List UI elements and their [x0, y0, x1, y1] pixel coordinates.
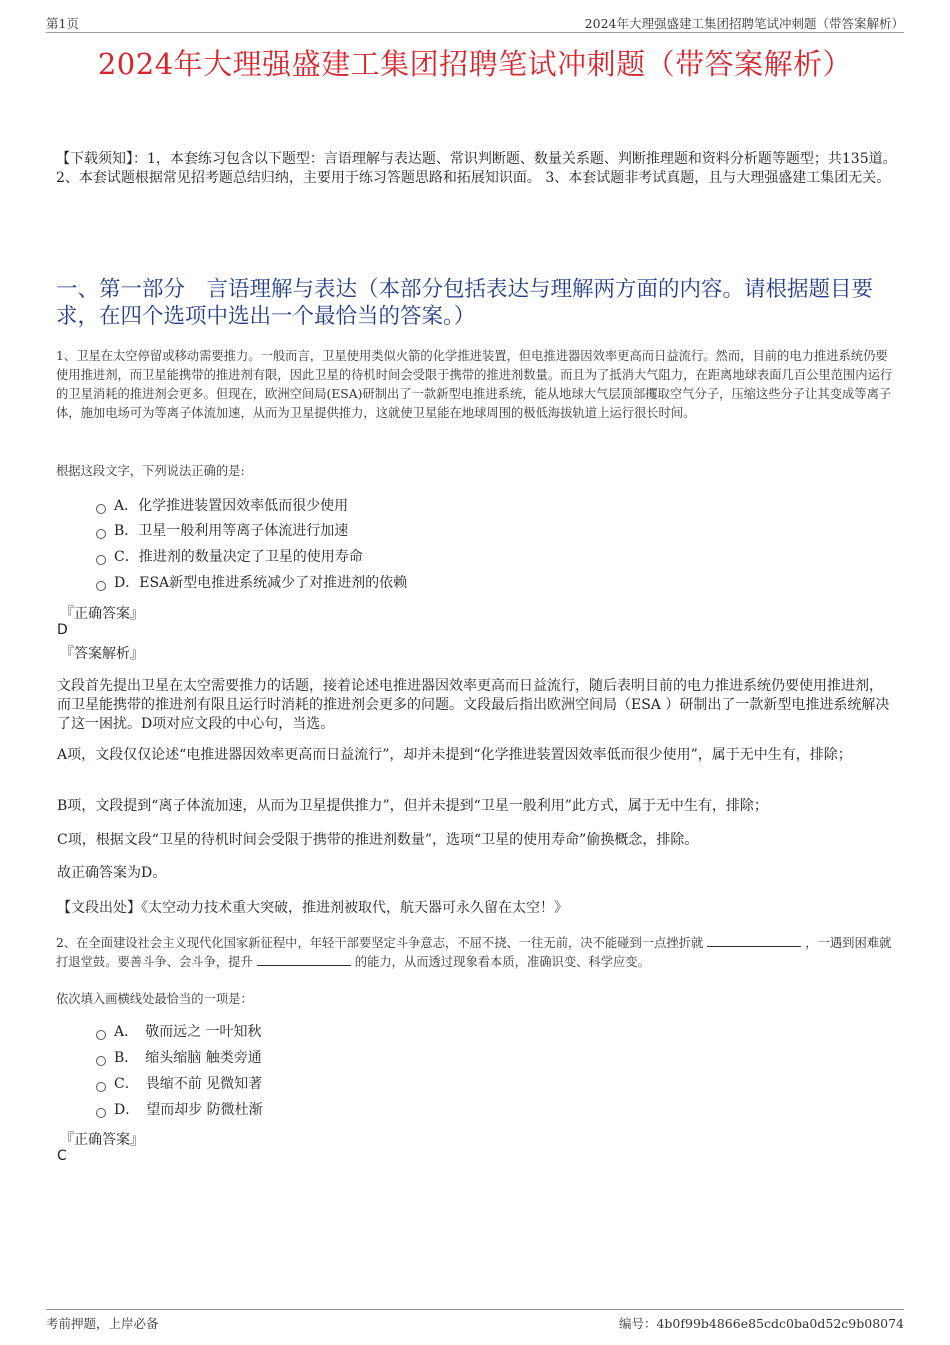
footer-serial-number: 编号：4b0f99b4866e85cdc0ba0d52c9b08074	[618, 1316, 904, 1331]
question-1-stem: 1、卫星在太空停留或移动需要推力。一般而言，卫星使用类似火箭的化学推进装置，但电推进器因效率更高而日益流行。然而，目前的电力推进系统仍要使用推进剂，而卫星能携带的推进剂有限，因此卫星的待机时间会受限于携带的推进剂数量。而且为了抵消大气阻力，在距离地球表面几百公里范围内运行的卫星消耗的推进剂会更多。但现在，欧洲空间局(ESA)研制出了一款新型电推进系统，能从地球大气层顶部攫取空气分子，压缩这些分子让其变成等离子体，施加电场可为等离子体流加速，从而为卫星提供推力，这就使卫星能在地球周围的极低海拔轨道上运行很长时间。	[56, 349, 893, 420]
fill-blank-1[interactable]	[707, 935, 801, 947]
footer-slogan: 考前押题，上岸必备	[46, 1316, 159, 1331]
download-notice: 【下载须知】：1，本套练习包含以下题型：言语理解与表达题、常识判断题、数量关系题、判断推理题和资料分析题等题型；共135道。 2、本套试题根据常见招考题总结归纳，主要用于练习答题思路和拓展知识面。 3、本套试题非考试真题，且与大理强盛建工集团无关。	[56, 151, 897, 186]
question-2-answer: C	[57, 1148, 67, 1164]
document-title: 2024年大理强盛建工集团招聘笔试冲刺题（带答案解析）	[97, 47, 853, 81]
question-2-option-d[interactable]	[96, 1101, 263, 1119]
analysis-paragraph: C项，根据文段“卫星的待机时间会受限于携带的推进剂数量”，选项“卫星的使用寿命”偷换概念，排除。	[57, 832, 699, 848]
radio-icon[interactable]	[96, 504, 106, 514]
radio-icon[interactable]	[96, 1108, 106, 1118]
analysis-paragraph: 文段首先提出卫星在太空需要推力的话题，接着论述电推进器因效率更高而日益流行，随后表明目前的电力推进系统仍要使用推进剂，而卫星能携带的推进剂有限且运行时消耗的推进剂会更多的问题。文段最后指出欧洲空间局（ESA ）研制出了一款新型电推进系统解决了这一困扰。D项对应文段的中心句，当选。	[57, 678, 890, 732]
analysis-paragraph: B项，文段提到“离子体流加速，从而为卫星提供推力”，但并未提到“卫星一般利用”此方式，属于无中生有，排除；	[57, 798, 768, 814]
header-page-number: 第1页	[46, 16, 79, 31]
stem-text: 的能力，从而透过现象看本质，准确识变、科学应变。	[354, 955, 650, 969]
question-2-prompt: 依次填入画横线处最恰当的一项是：	[56, 992, 253, 1006]
analysis-conclusion: 故正确答案为D。	[57, 865, 167, 881]
option-label: C． 畏缩不前 见微知著	[114, 1076, 263, 1092]
radio-icon[interactable]	[96, 529, 106, 539]
option-label: C．推进剂的数量决定了卫星的使用寿命	[114, 549, 363, 565]
analysis-source: 【文段出处】《太空动力技术重大突破，推进剂被取代，航天器可永久留在太空！》	[57, 900, 568, 916]
option-label: B． 缩头缩脑 触类旁通	[114, 1050, 262, 1066]
section-heading: 一、第一部分 言语理解与表达（本部分包括表达与理解两方面的内容。请根据题目要求，在四个选项中选出一个最恰当的答案。）	[56, 277, 874, 329]
analysis-paragraph: A项，文段仅仅论述“电推进器因效率更高而日益流行”，却并未提到“化学推进装置因效率低而很少使用”，属于无中生有，排除；	[57, 747, 852, 763]
option-label: D． 望而却步 防微杜渐	[114, 1102, 263, 1118]
stem-text: ，一遇到困难就打退堂鼓。要善斗争、会斗争，提升	[56, 936, 892, 969]
question-1-option-d[interactable]	[96, 574, 407, 592]
question-1-analysis-label: 『答案解析』	[60, 646, 144, 662]
question-1-option-b[interactable]	[96, 522, 348, 540]
header-doc-title: 2024年大理强盛建工集团招聘笔试冲刺题（带答案解析）	[584, 16, 904, 31]
radio-icon[interactable]	[96, 581, 106, 591]
question-1-option-c[interactable]	[96, 548, 363, 566]
header-divider	[46, 32, 904, 33]
question-1-answer-label: 『正确答案』	[60, 606, 144, 622]
fill-blank-2[interactable]	[257, 954, 351, 966]
stem-text: 2、在全面建设社会主义现代化国家新征程中，年轻干部要坚定斗争意志，不屈不挠、一往无前，决不能碰到一点挫折就	[56, 936, 704, 950]
question-1-prompt: 根据这段文字，下列说法正确的是:	[56, 464, 245, 478]
option-label: A．化学推进装置因效率低而很少使用	[114, 498, 349, 514]
radio-icon[interactable]	[96, 1082, 106, 1092]
radio-icon[interactable]	[96, 1056, 106, 1066]
radio-icon[interactable]	[96, 1030, 106, 1040]
question-2-answer-label: 『正确答案』	[60, 1132, 144, 1148]
option-label: D．ESA新型电推进系统减少了对推进剂的依赖	[114, 575, 408, 591]
option-label: A． 敬而远之 一叶知秋	[114, 1024, 262, 1040]
footer-divider	[46, 1309, 904, 1310]
question-2-option-a[interactable]	[96, 1023, 262, 1041]
question-2-option-c[interactable]	[96, 1075, 262, 1093]
question-1-answer: D	[57, 622, 68, 638]
question-2-option-b[interactable]	[96, 1049, 262, 1067]
radio-icon[interactable]	[96, 555, 106, 565]
question-1-option-a[interactable]	[96, 497, 348, 515]
option-label: B．卫星一般利用等离子体流进行加速	[114, 523, 349, 539]
question-2-stem	[56, 934, 896, 972]
